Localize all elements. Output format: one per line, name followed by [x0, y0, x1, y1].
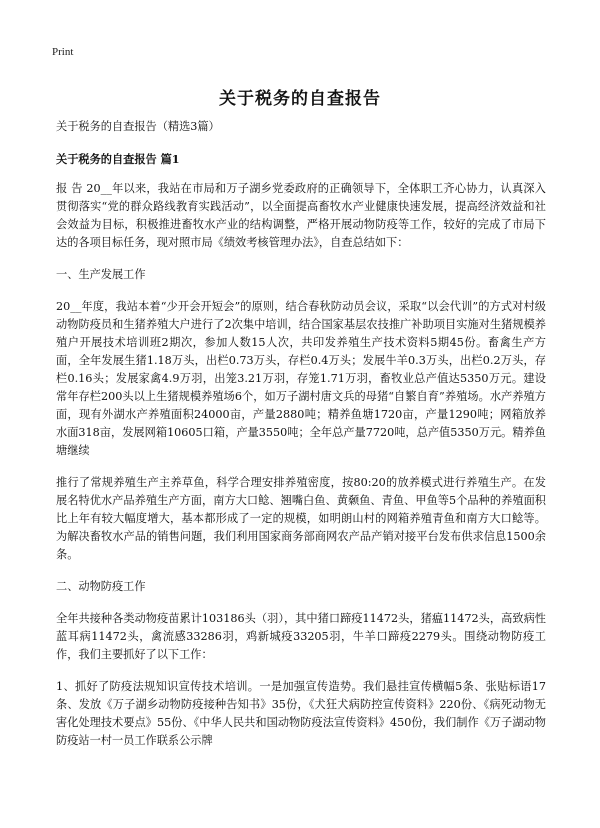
article-heading: 关于税务的自查报告 篇1: [56, 152, 180, 166]
paragraph-aquaculture: 推行了常规养殖生产主养草鱼，科学合理安排养殖密度，按80:20的放养模式进行养殖生产。在发展名特优水产品养殖生产方面，南方大口鲶、翘嘴白鱼、黄颡鱼、青鱼、甲鱼等5个品种的养殖面积比上年有较大幅度增大，基本都形成了一定的规模，如明朗山村的网箱养殖青鱼和南方大口鲶等。为解决畜牧水产品的销售问题，我们利用国家商务部商网农产品产销对接平台发布供求信息1500余条。: [56, 476, 546, 561]
document-title: 关于税务的自查报告: [219, 89, 381, 109]
paragraph-production: 20__年度，我站本着“少开会开短会”的原则，结合春秋防动员会议，采取“以会代训”的方式对村级动物防疫员和生猪养殖大户进行了2次集中培训，结合国家基层农技推广补助项目实施对生猪规模养殖户开展技术培训班2期次，参加人数15人次，共印发养殖生产技术资料5期45份。畜禽生产方面，全年发展生猪1.18万头，出栏0.73万头，存栏0.4万头；发展牛羊0.3万头，出栏0.2万头，存栏0.16头；发展家禽4.9万羽，出笼3.21万羽，存笼1.71万羽，畜牧业总产值达5350万元。建设常年存栏200头以上生猪规模养殖场6个，如万子湖村唐文兵的母猪“自繁自育”养殖场。水产养殖方面，现有外湖水产养殖面积24000亩，产量2880吨；精养鱼塘1720亩，产量1290吨；网箱放养水面318亩，发展网箱10605口箱，产量3550吨；全年总产量7720吨，总产值5350万元。精养鱼塘继续: [56, 300, 546, 457]
paragraph-intro: 报 告 20__年以来，我站在市局和万子湖乡党委政府的正确领导下，全体职工齐心协力，认真深入贯彻落实“党的群众路线教育实践活动”，以全面提高畜牧水产业健康快速发展，提高经济效益和社会效益为目标，积极推进畜牧水产业的结构调整，严格开展动物防疫等工作，较好的完成了市局下达的各项目标任务，现对照市局《绩效考核管理办法》，自查总结如下：: [56, 182, 546, 249]
document-subtitle: 关于税务的自查报告（精选3篇）: [56, 120, 220, 133]
document-body: [56, 118, 546, 764]
paragraph-vaccination: 全年共接种各类动物疫苗累计103186头（羽），其中猪口蹄疫11472头，猪瘟11472头，高致病性蓝耳病11472头，禽流感33286羽，鸡新城疫33205羽，牛羊口蹄疫2279头。围绕动物防疫工作，我们主要抓好了以下工作：: [56, 612, 546, 661]
section-heading-production: 一、生产发展工作: [56, 268, 146, 281]
section-heading-epidemic-prevention: 二、动物防疫工作: [56, 580, 146, 593]
print-link[interactable]: Print: [52, 46, 74, 58]
paragraph-publicity: 1、抓好了防疫法规知识宣传技术培训。一是加强宣传造势。我们悬挂宣传横幅5条、张贴标语17条、发放《万子湖乡动物防疫接种告知书》35份，《犬狂犬病防控宣传资料》220份、《病死动物无害化处理技术要点》55份、《中华人民共和国动物防疫法宣传资料》450份，我们制作《万子湖动物防疫站一村一员工作联系公示牌: [56, 680, 546, 747]
